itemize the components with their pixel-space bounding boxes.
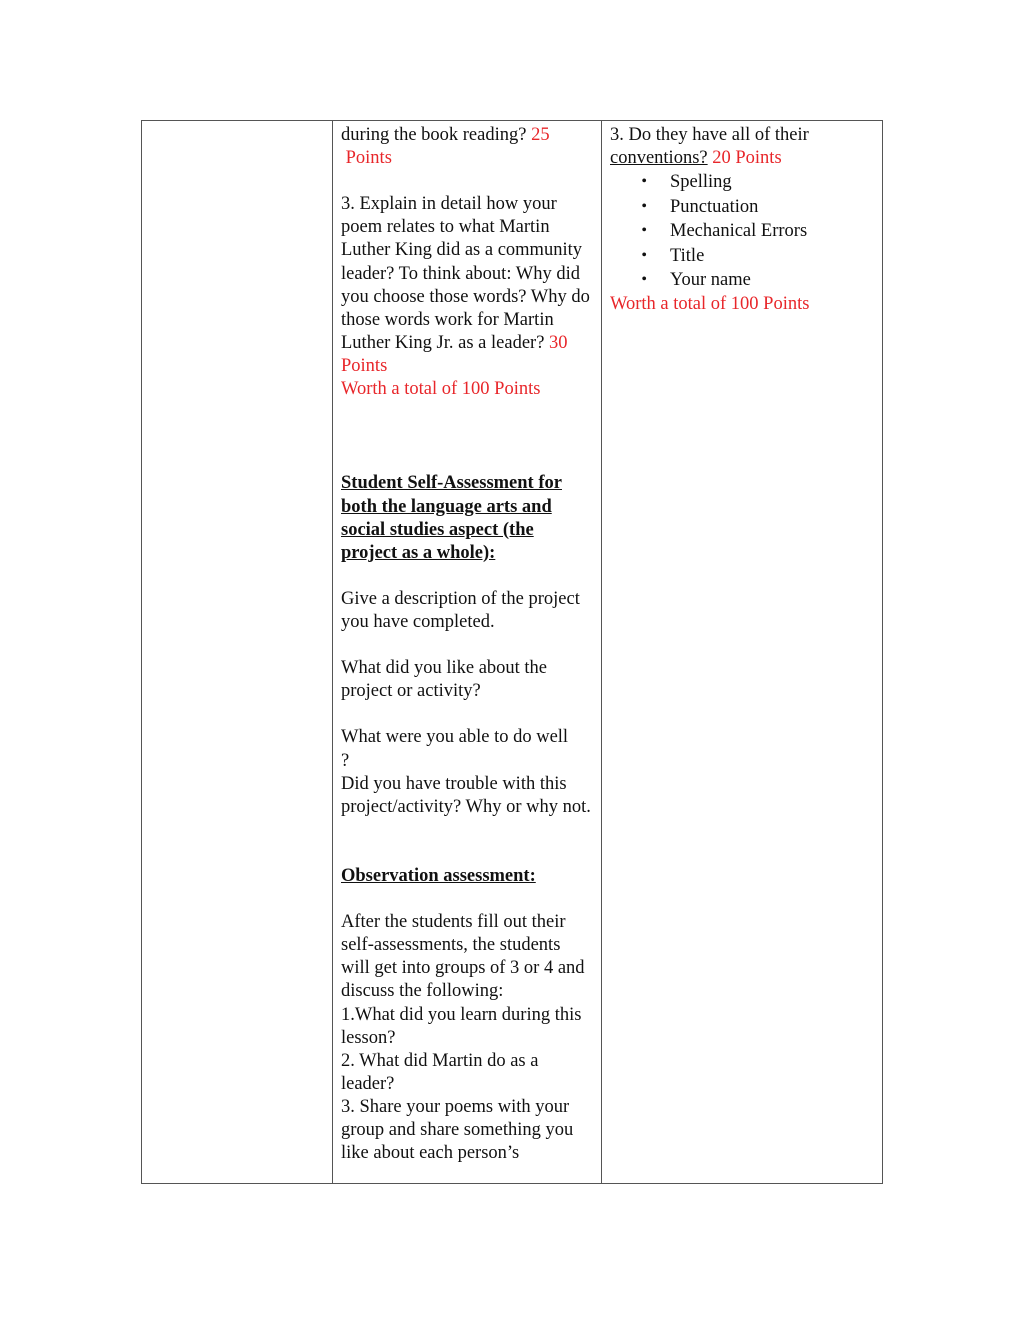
conventions-question <box>610 124 874 170</box>
list-item <box>610 244 874 269</box>
self-assessment-question-3-text: What were you able to do well <box>341 727 569 748</box>
list-item <box>610 268 874 293</box>
self-assessment-question-3 <box>341 726 593 772</box>
middle-total-points: Worth a total of 100 Points <box>341 379 541 400</box>
observation-heading: Observation assessment: <box>341 866 536 887</box>
observation-item-3: 3. Share your poems with your group and share something you like about each person’s <box>341 1096 574 1164</box>
list-item-label: Mechanical Errors <box>670 221 808 242</box>
rubric-table <box>141 120 883 1184</box>
self-assessment-question-3-mark: ? <box>341 750 350 771</box>
list-item <box>610 219 874 244</box>
observation-item-1: 1.What did you learn during this lesson? <box>341 1004 582 1048</box>
observation-item-2: 2. What did Martin do as a leader? <box>341 1050 539 1094</box>
self-assessment-question-1: Give a description of the project you have completed. <box>341 588 580 632</box>
bullet-icon: • <box>641 222 647 240</box>
question-2-points-number: 25 <box>531 125 550 145</box>
right-total-points: Worth a total of 100 Points <box>610 293 810 314</box>
list-item-label: Your name <box>670 270 751 291</box>
bullet-icon: • <box>641 173 647 191</box>
self-assessment-question-2: What did you like about the project or activity? <box>341 658 548 702</box>
conventions-question-text: 3. Do they have all of their <box>610 125 809 145</box>
question-3 <box>341 193 593 378</box>
question-2-text: during the book reading? <box>341 125 527 145</box>
self-assessment-question-4: Did you have trouble with this project/activity? Why or why not. <box>341 773 591 817</box>
question-2-points-label: Points <box>345 148 392 169</box>
conventions-label: conventions? <box>610 148 708 169</box>
conventions-points: 20 Points <box>712 148 782 169</box>
conventions-list <box>610 170 874 293</box>
bullet-icon: • <box>641 197 647 215</box>
question-3-text: 3. Explain in detail how your poem relates to what Martin Luther King did as a community leader? To think about: Why did you choose those words? Why do those words work for Martin Luther King Jr. as a leader? <box>341 194 590 353</box>
table-cell-middle <box>333 121 602 1183</box>
observation-intro: After the students fill out their self-assessments, the students will get into groups of 3 or 4 and discuss the following: <box>341 912 585 1002</box>
table-cell-left-empty <box>142 121 333 1183</box>
list-item-label: Spelling <box>670 172 732 193</box>
list-item <box>610 170 874 195</box>
list-item <box>610 195 874 220</box>
question-2-tail <box>341 124 593 170</box>
bullet-icon: • <box>641 246 647 264</box>
question-3-points: 30 Points <box>341 332 568 376</box>
list-item-label: Punctuation <box>670 196 759 217</box>
self-assessment-heading: Student Self-Assessment for both the language arts and social studies aspect (the project as a whole): <box>341 473 562 563</box>
table-cell-right <box>602 121 882 1183</box>
list-item-label: Title <box>670 245 705 266</box>
bullet-icon: • <box>641 271 647 289</box>
